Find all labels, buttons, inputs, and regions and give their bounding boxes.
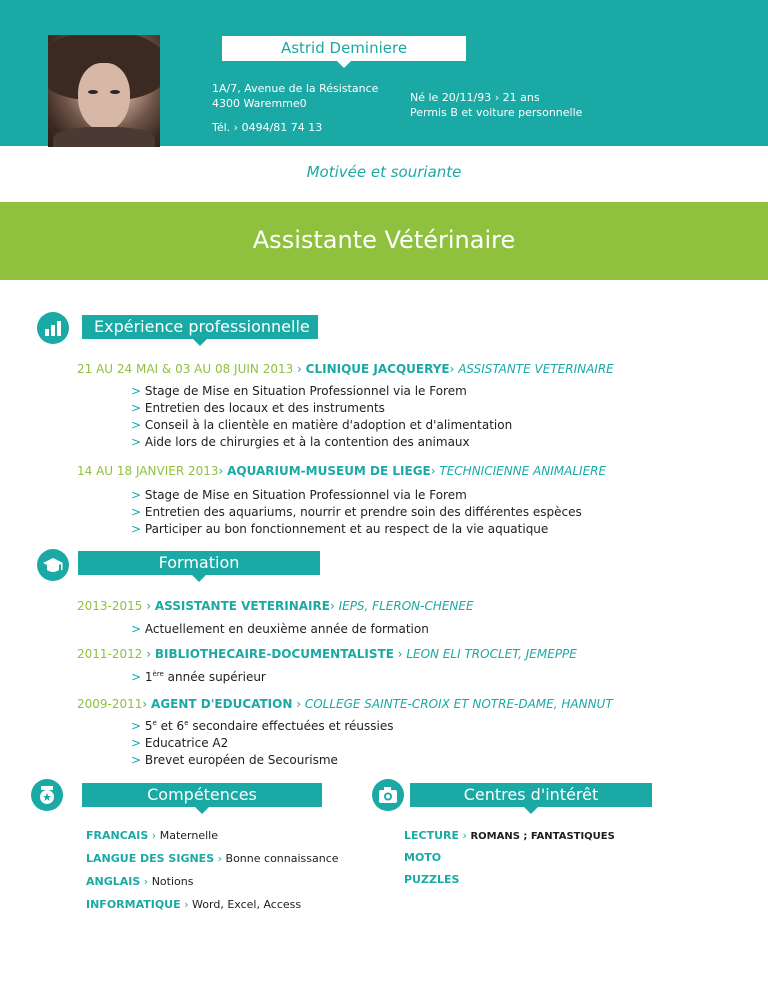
list-item: > Participer au bon fonctionnement et au respect de la vie aquatique	[131, 521, 582, 538]
formation-entry-2-bullets	[131, 669, 266, 686]
list-item: > Conseil à la clientèle en matière d'adoption et d'alimentation	[131, 417, 512, 434]
interest-item: MOTO	[404, 851, 442, 864]
section-title-formation: Formation	[78, 551, 320, 575]
experience-entry-1-bullets	[131, 383, 512, 451]
list-item: > Entretien des locaux et des instruments	[131, 400, 512, 417]
medal-icon	[31, 779, 63, 811]
list-item: > $5^e$ et 6e secondaire effectuées et réussies	[131, 718, 393, 735]
address: 1A/7, Avenue de la Résistance 4300 Waremme0	[212, 82, 379, 110]
formation-entry-3-bullets	[131, 718, 393, 769]
profile-photo	[48, 35, 160, 147]
experience-entry-2-header: 14 AU 18 JANVIER 2013› AQUARIUM-MUSEUM DE LIEGE› TECHNICIENNE ANIMALIERE	[77, 464, 607, 478]
list-item: > 1ère année supérieur	[131, 669, 266, 686]
formation-entry-1-header: 2013-2015 › ASSISTANTE VETERINAIRE› IEPS, FLERON-CHENEE	[77, 599, 474, 613]
interest-item: PUZZLES	[404, 873, 460, 886]
skill-item: LANGUE DES SIGNES › Bonne connaissance	[86, 852, 339, 865]
candidate-name: Astrid Deminiere	[222, 36, 466, 61]
list-item: > Stage de Mise en Situation Professionnel via le Forem	[131, 487, 582, 504]
camera-icon	[372, 779, 404, 811]
list-item: > Educatrice A2	[131, 735, 393, 752]
skill-item: INFORMATIQUE › Word, Excel, Access	[86, 898, 302, 911]
section-title-experience: Expérience professionnelle	[82, 315, 318, 339]
section-title-interets: Centres d'intérêt	[410, 783, 652, 807]
experience-entry-2-bullets	[131, 487, 582, 538]
list-item: > Entretien des aquariums, nourrir et prendre soin des différentes espèces	[131, 504, 582, 521]
skill-item: FRANCAIS › Maternelle	[86, 829, 218, 842]
bar-chart-icon	[37, 312, 69, 344]
skill-item: ANGLAIS › Notions	[86, 875, 194, 888]
list-item: > Stage de Mise en Situation Professionnel via le Forem	[131, 383, 512, 400]
phone: Tél. › 0494/81 74 13	[212, 121, 323, 134]
list-item: > Aide lors de chirurgies et à la contention des animaux	[131, 434, 512, 451]
section-title-competences: Compétences	[82, 783, 322, 807]
personal-info: Né le 20/11/93 › 21 ans Permis B et voiture personnelle	[410, 91, 583, 119]
formation-entry-3-header: 2009-2011› AGENT D'EDUCATION › COLLEGE SAINTE-CROIX ET NOTRE-DAME, HANNUT	[77, 697, 613, 711]
formation-entry-1-bullets	[131, 621, 429, 638]
list-item: > Actuellement en deuxième année de formation	[131, 621, 429, 638]
experience-entry-1-header: 21 AU 24 MAI & 03 AU 08 JUIN 2013 › CLINIQUE JACQUERYE› ASSISTANTE VETERINAIRE	[77, 362, 614, 376]
job-title: Assistante Vétérinaire	[252, 226, 516, 254]
motto: Motivée et souriante	[306, 163, 462, 181]
formation-entry-2-header: 2011-2012 › BIBLIOTHECAIRE-DOCUMENTALISTE › LEON ELI TROCLET, JEMEPPE	[77, 647, 577, 661]
interest-item: LECTURE › ROMANS ; FANTASTIQUES	[404, 829, 615, 842]
graduation-cap-icon	[37, 549, 69, 581]
list-item: > Brevet européen de Secourisme	[131, 752, 393, 769]
